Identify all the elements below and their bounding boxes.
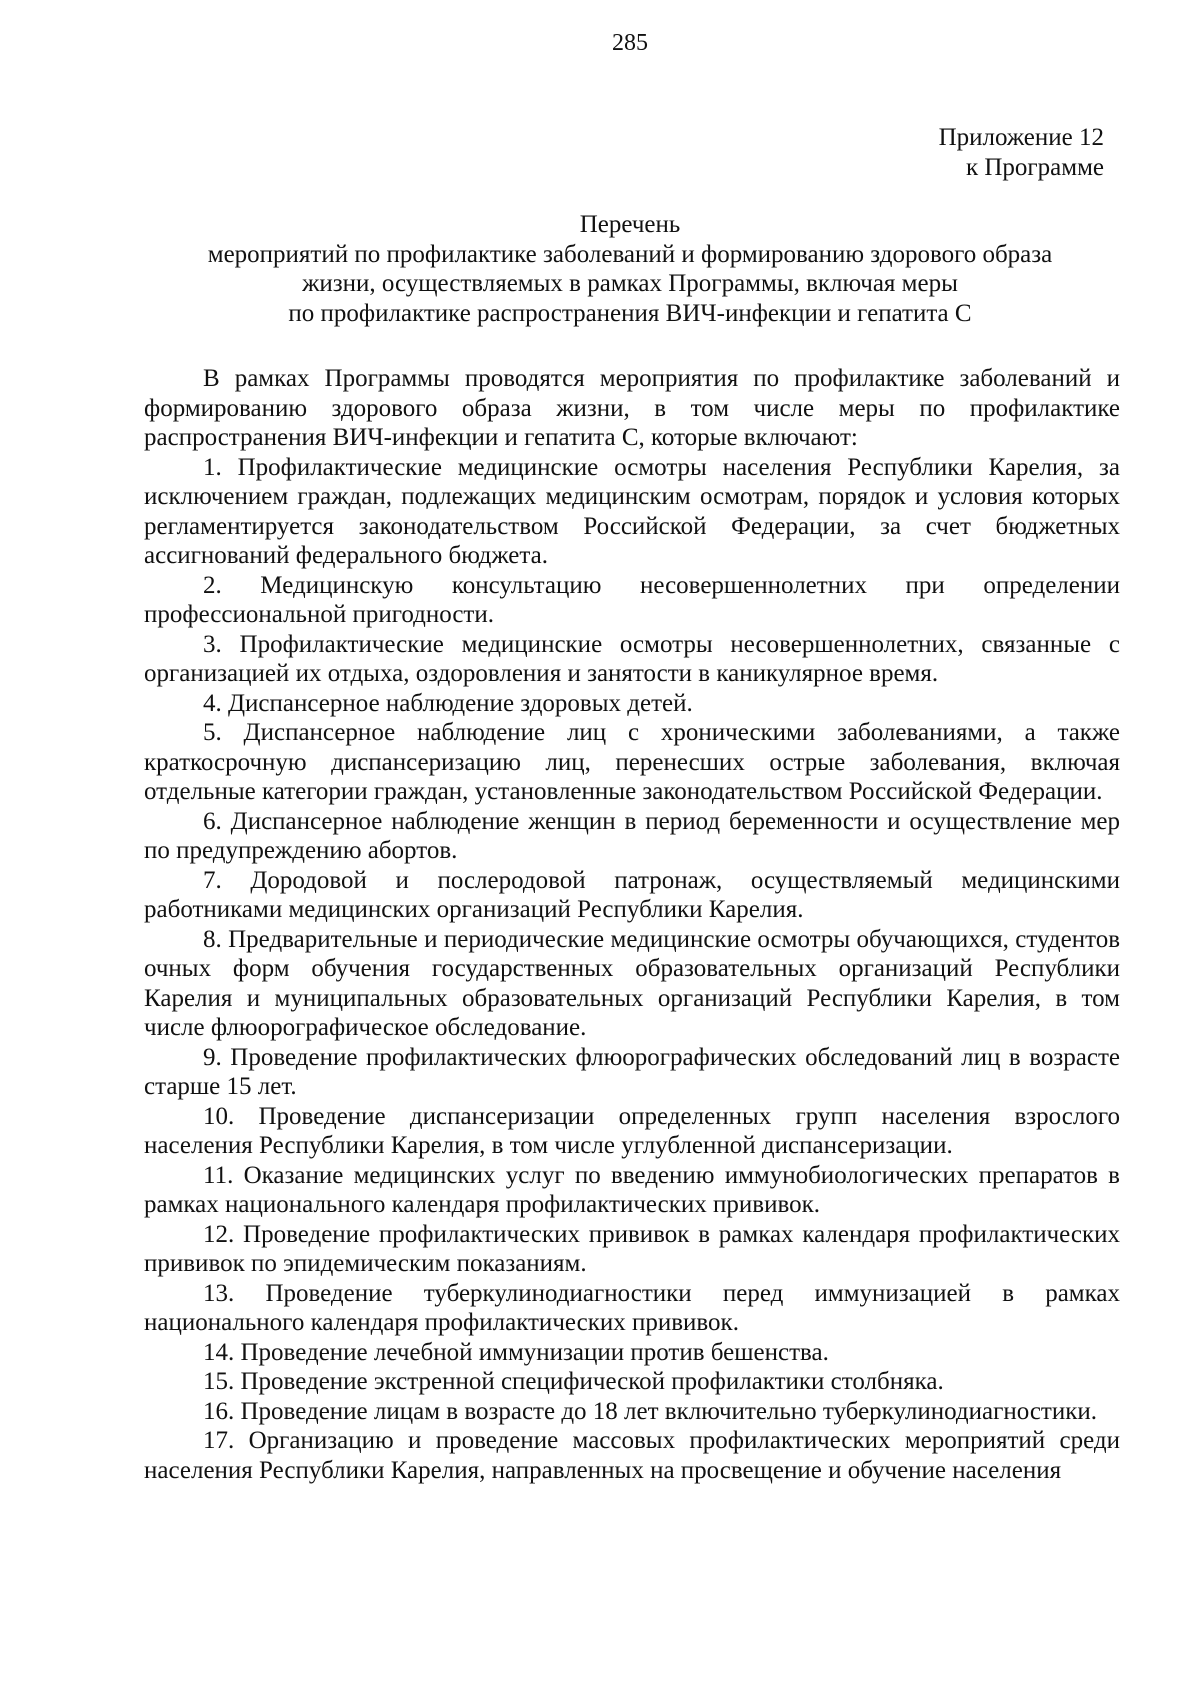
list-item: 10. Проведение диспансеризации определенных групп населения взрослого населения Республики Карелия, в том числе углубленной диспансеризации.: [144, 1102, 1120, 1159]
list-item: 17. Организацию и проведение массовых профилактических мероприятий среди населения Республики Карелия, направленных на просвещение и обучение населения: [144, 1427, 1120, 1484]
appendix-line-1: Приложение 12: [938, 124, 1104, 151]
list-item: 2. Медицинскую консультацию несовершеннолетних при определении профессиональной пригодности.: [144, 571, 1120, 628]
list-item: 15. Проведение экстренной специфической профилактики столбняка.: [203, 1368, 944, 1395]
appendix-line-2: к Программе: [965, 154, 1104, 181]
title-line-4: по профилактике распространения ВИЧ-инфекции и гепатита С: [288, 299, 972, 327]
list-item: 16. Проведение лицам в возрасте до 18 лет включительно туберкулинодиагностики.: [203, 1397, 1098, 1425]
title-line-1: Перечень: [579, 211, 681, 238]
page-number: 285: [612, 30, 648, 56]
title-line-2: мероприятий по профилактике заболеваний и формированию здорового образа: [207, 240, 1053, 268]
document-body: [144, 364, 1120, 1485]
list-item: 8. Предварительные и периодические медицинские осмотры обучающихся, студентов очных форм обучения государственных образовательных организаций Республики Карелия и муниципальных образовательных организаций Республики Карелия, в том числе флюорографическое обследование.: [144, 925, 1120, 1041]
document-title: [140, 210, 1120, 328]
list-item: 1. Профилактические медицинские осмотры населения Республики Карелия, за исключением граждан, подлежащих медицинским осмотрам, порядок и условия которых регламентируется законодательством Российской Федерации, за счет бюджетных ассигнований федерального бюджета.: [144, 453, 1120, 569]
list-item: 4. Диспансерное наблюдение здоровых детей.: [203, 689, 693, 717]
intro-paragraph: В рамках Программы проводятся мероприятия по профилактике заболеваний и формированию здорового образа жизни, в том числе меры по профилактике распространения ВИЧ-инфекции и гепатита С, которые включают:: [144, 365, 1120, 451]
appendix-reference: [939, 123, 1104, 183]
list-item: 7. Дородовой и послеродовой патронаж, осуществляемый медицинскими работниками медицинских организаций Республики Карелия.: [144, 866, 1120, 923]
title-line-3: жизни, осуществляемых в рамках Программы, включая меры: [302, 270, 958, 297]
list-item: 6. Диспансерное наблюдение женщин в период беременности и осуществление мер по предупреждению абортов.: [144, 807, 1120, 864]
list-item: 13. Проведение туберкулинодиагностики перед иммунизацией в рамках национального календаря профилактических прививок.: [144, 1279, 1120, 1336]
list-item: 3. Профилактические медицинские осмотры несовершеннолетних, связанные с организацией их отдыха, оздоровления и занятости в каникулярное время.: [144, 630, 1120, 687]
list-item: 11. Оказание медицинских услуг по введению иммунобиологических препаратов в рамках национального календаря профилактических прививок.: [144, 1161, 1120, 1218]
list-item: 9. Проведение профилактических флюорографических обследований лиц в возрасте старше 15 лет.: [144, 1043, 1120, 1100]
list-item: 5. Диспансерное наблюдение лиц с хроническими заболеваниями, а также краткосрочную диспансеризацию лиц, перенесших острые заболевания, включая отдельные категории граждан, установленные законодательством Российской Федерации.: [144, 719, 1120, 805]
list-item: 12. Проведение профилактических прививок в рамках календаря профилактических прививок по эпидемическим показаниям.: [144, 1220, 1120, 1277]
list-item: 14. Проведение лечебной иммунизации против бешенства.: [203, 1338, 829, 1366]
